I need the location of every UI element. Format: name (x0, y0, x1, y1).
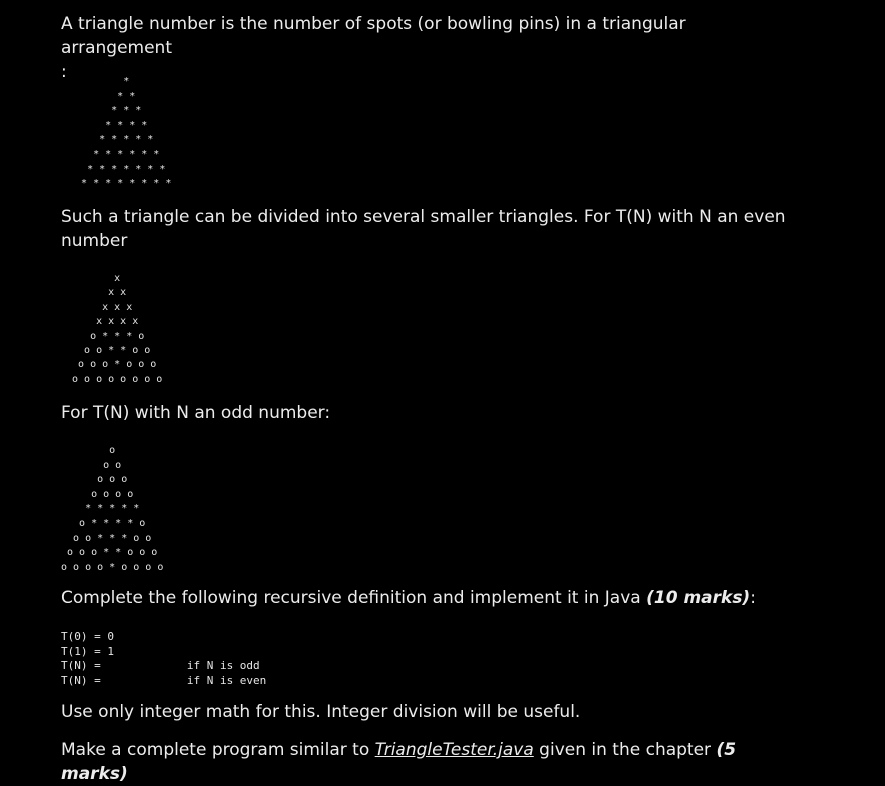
intro-colon: : (61, 62, 67, 82)
complete-text: Complete the following recursive definition and implement it in Java (61, 588, 647, 608)
odd-heading: For T(N) with N an odd number: (61, 403, 331, 423)
integer-note: Use only integer math for this. Integer division will be useful. (61, 702, 581, 722)
code-line: T(N) = if N is even (61, 673, 267, 687)
triangle-tester-link[interactable]: TriangleTester.java (374, 740, 534, 760)
intro-text: A triangle number is the number of spots (or bowling pins) in a triangular arrangement (61, 14, 686, 58)
odd-triangle-figure: o o o o o o o o o o * * * * * o * * * * o o o * * * o o o o o * * o o o o o o o * o o o o (61, 445, 164, 573)
code-line: T(0) = 0 (61, 630, 114, 643)
full-triangle-figure: * * * * * * * * * * * * * * * * * * * * * * * * * * * * * * * * * * * * (81, 76, 172, 190)
complete-end: : (750, 588, 756, 608)
even-triangle-figure: x x x x x x x x x x o * * * o o o * * o o o o o * o o o o o o o o o o o (72, 273, 163, 385)
code-line: T(N) = if N is odd (61, 659, 260, 672)
complete-paragraph (61, 586, 791, 610)
program-note-before: Make a complete program similar to (61, 740, 375, 760)
program-note-middle: given in the chapter (533, 740, 717, 760)
divided-paragraph: Such a triangle can be divided into several smaller triangles. For T(N) with N an even number (61, 207, 786, 251)
recursive-definition-code (61, 630, 266, 688)
complete-marks: (10 marks) (646, 588, 751, 608)
intro-paragraph (61, 12, 791, 84)
code-line: T(1) = 1 (61, 644, 114, 658)
program-note-marks: (5 marks) (61, 740, 737, 784)
program-note (61, 738, 791, 786)
